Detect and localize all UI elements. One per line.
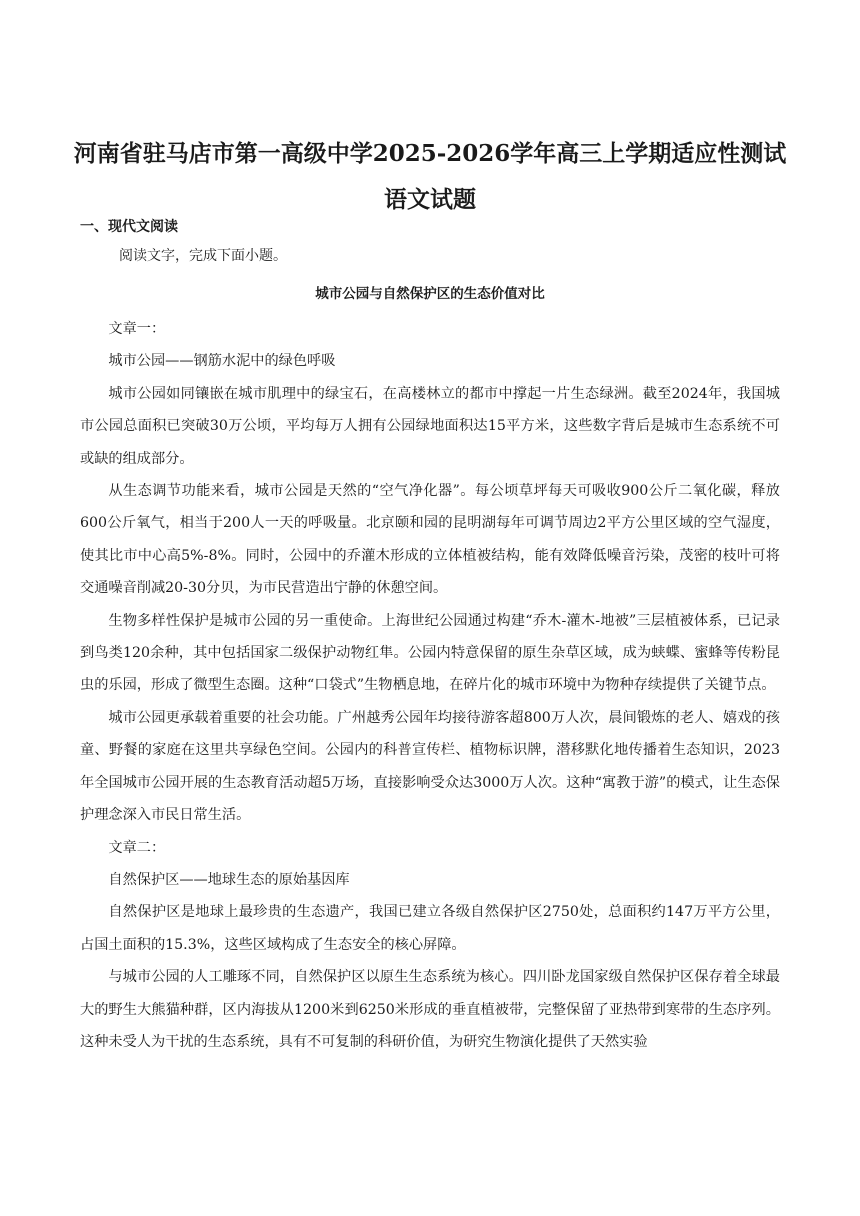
article2-subtitle: 自然保护区——地球生态的原始基因库 bbox=[108, 871, 350, 888]
article1-subtitle: 城市公园——钢筋水泥中的绿色呼吸 bbox=[108, 353, 336, 370]
article-body bbox=[80, 313, 780, 1058]
page-title: 河南省驻马店市第一高级中学2025-2026学年高三上学期适应性测试语文试题 bbox=[73, 140, 787, 213]
section-heading: 一、现代文阅读 bbox=[80, 219, 178, 235]
article1-paragraph: 从生态调节功能来看，城市公园是天然的“空气净化器”。每公顷草坪每天可吸收900公斤二氧化碳，释放600公斤氧气，相当于200人一天的呼吸量。北京颐和园的昆明湖每年可调节周边2平方公里区域的空气湿度，使其比市中心高5%-8%。同时，公园中的乔灌木形成的立体植被结构，能有效降低噪音污染，茂密的枝叶可将交通噪音削减20-30分贝，为市民营造出宁静的休憩空间。 bbox=[80, 483, 780, 597]
article2-paragraph: 自然保护区是地球上最珍贵的生态遗产，我国已建立各级自然保护区2750处，总面积约147万平方公里，占国土面积的15.3%，这些区域构成了生态安全的核心屏障。 bbox=[80, 904, 780, 953]
article1-paragraph: 生物多样性保护是城市公园的另一重使命。上海世纪公园通过构建“乔木-灌木-地被”三层植被体系，已记录到鸟类120余种，其中包括国家二级保护动物红隼。公园内特意保留的原生杂草区域，成为蛱蝶、蜜蜂等传粉昆虫的乐园，形成了微型生态圈。这种“口袋式”生物栖息地，在碎片化的城市环境中为物种存续提供了关键节点。 bbox=[80, 612, 780, 694]
article2-label: 文章二： bbox=[108, 839, 166, 856]
article1-label: 文章一： bbox=[108, 321, 166, 337]
article-title: 城市公园与自然保护区的生态价值对比 bbox=[315, 286, 545, 302]
article2-paragraph: 与城市公园的人工雕琢不同，自然保护区以原生生态系统为核心。四川卧龙国家级自然保护区保存着全球最大的野生大熊猫种群，区内海拔从1200米到6250米形成的垂直植被带，完整保留了亚热带到寒带的生态序列。这种未受人为干扰的生态系统，具有不可复制的科研价值，为研究生物演化提供了天然实验 bbox=[80, 969, 780, 1050]
article1-paragraph: 城市公园如同镶嵌在城市肌理中的绿宝石，在高楼林立的都市中撑起一片生态绿洲。截至2024年，我国城市公园总面积已突破30万公顷，平均每万人拥有公园绿地面积达15平方米，这些数字背后是城市生态系统不可或缺的组成部分。 bbox=[80, 385, 780, 467]
article1-paragraph: 城市公园更承载着重要的社会功能。广州越秀公园年均接待游客超800万人次，晨间锻炼的老人、嬉戏的孩童、野餐的家庭在这里共享绿色空间。公园内的科普宣传栏、植物标识牌，潜移默化地传播着生态知识，2023年全国城市公园开展的生态教育活动超5万场，直接影响受众达3000万人次。这种“寓教于游”的模式，让生态保护理念深入市民日常生活。 bbox=[80, 709, 780, 824]
reading-instruction: 阅读文字，完成下面小题。 bbox=[119, 248, 287, 264]
